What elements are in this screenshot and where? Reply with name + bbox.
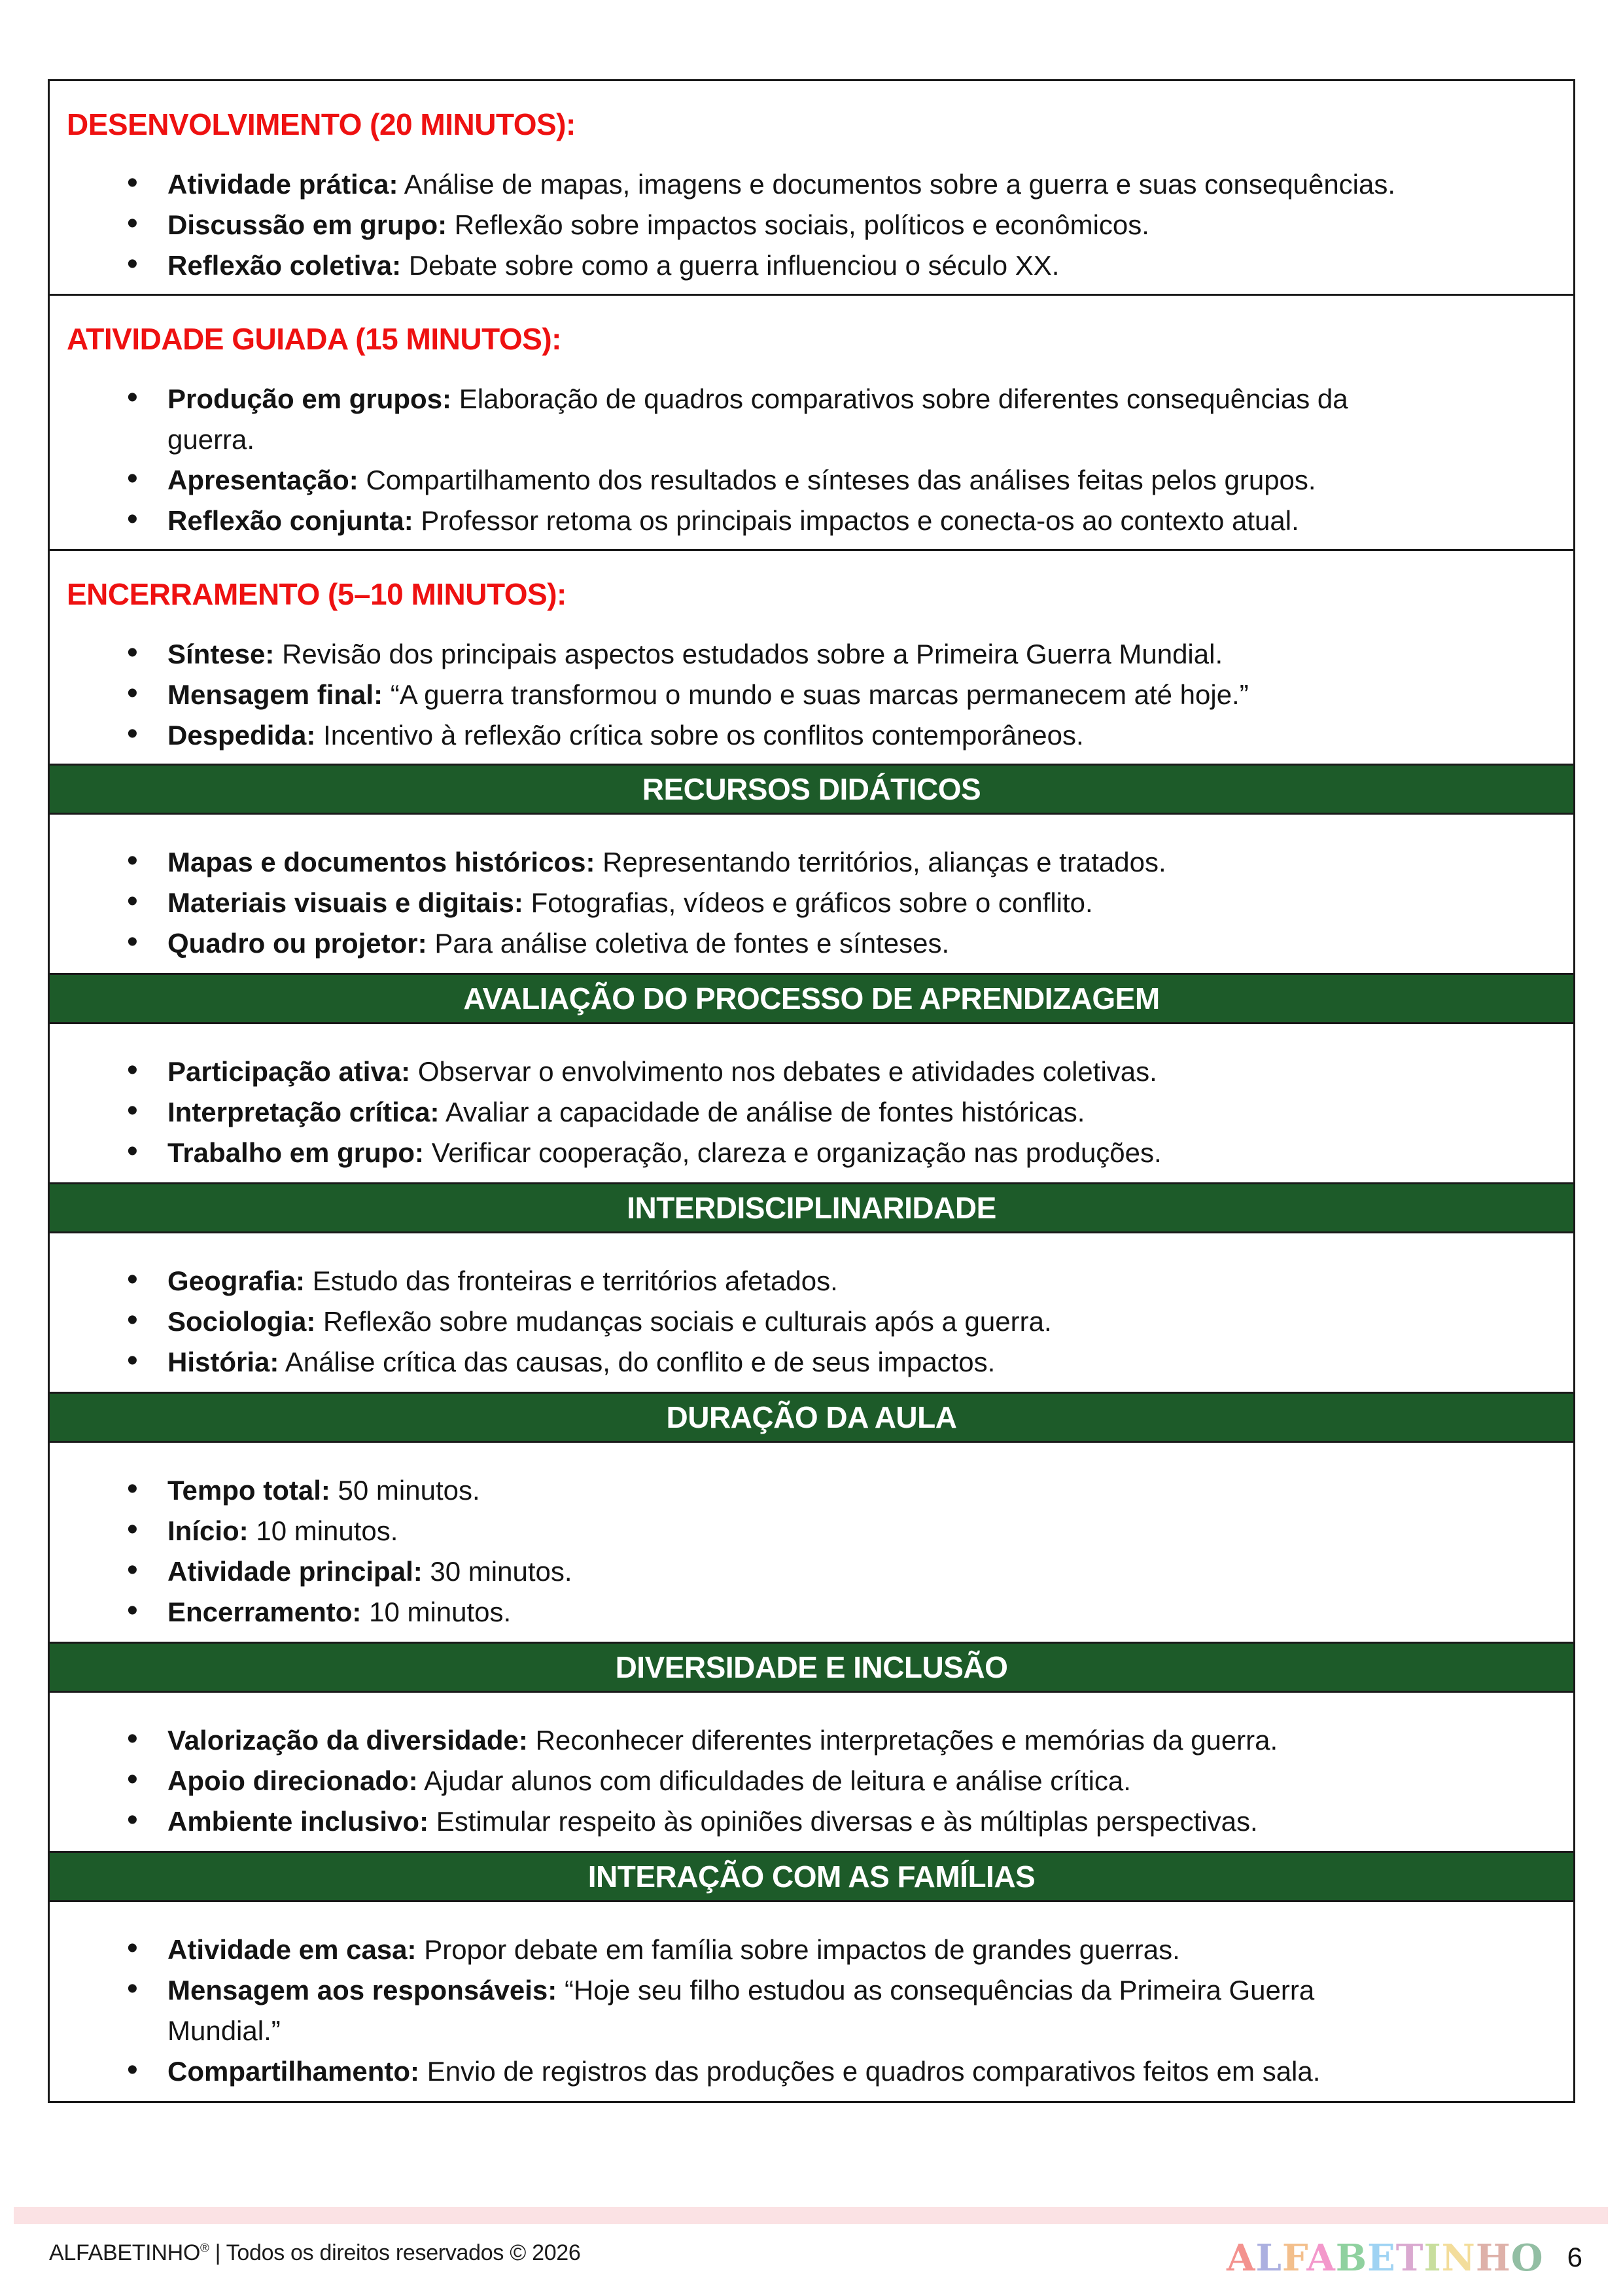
- footer-pink-divider-bar: [14, 2207, 1608, 2224]
- item-text-continuation: guerra.: [167, 423, 255, 455]
- list-item: [67, 1761, 1556, 1801]
- item-text: Incentivo à reflexão crítica sobre os conflitos contemporâneos.: [323, 719, 1084, 751]
- section-body: [50, 1233, 1573, 1392]
- list-item: [67, 1470, 1556, 1511]
- list-item: [67, 634, 1556, 675]
- item-text: Para análise coletiva de fontes e sínteses.: [434, 927, 950, 959]
- list-item: [67, 1970, 1556, 2051]
- list-item: [67, 1592, 1556, 1633]
- logo-letter: B: [1335, 2236, 1368, 2280]
- list-item: [67, 2051, 1556, 2092]
- item-label: Quadro ou projetor:: [167, 927, 427, 959]
- item-text: Representando territórios, alianças e tratados.: [602, 846, 1166, 877]
- item-text: 10 minutos.: [369, 1596, 512, 1627]
- list-item: [67, 1261, 1556, 1301]
- section-interdisciplinaridade: [50, 1182, 1573, 1392]
- banner-title: INTERDISCIPLINARIDADE: [627, 1190, 996, 1225]
- banner-title: DURAÇÃO DA AULA: [666, 1400, 957, 1434]
- item-label: Trabalho em grupo:: [167, 1137, 425, 1168]
- banner-title: DIVERSIDADE E INCLUSÃO: [615, 1650, 1008, 1684]
- registered-trademark-symbol: ®: [200, 2240, 209, 2255]
- list-item: [67, 205, 1556, 245]
- bullet-list: [67, 842, 1556, 964]
- list-item: [67, 1720, 1556, 1761]
- list-item: [67, 842, 1556, 883]
- logo-letter: H: [1475, 2236, 1511, 2280]
- green-banner-duracao: [50, 1392, 1573, 1443]
- green-banner-interdisciplinaridade: [50, 1182, 1573, 1233]
- item-label: Apoio direcionado:: [167, 1765, 418, 1796]
- list-item: [67, 245, 1556, 286]
- logo-letter: T: [1395, 2236, 1424, 2280]
- alfabetinho-logo: [1227, 2236, 1544, 2280]
- bullet-list: [67, 1261, 1556, 1383]
- item-text: Análise crítica das causas, do conflito e de seus impactos.: [285, 1346, 996, 1377]
- item-label: Valorização da diversidade:: [167, 1724, 528, 1756]
- item-label: Interpretação crítica:: [167, 1096, 440, 1127]
- list-item: [67, 164, 1556, 205]
- item-label: História:: [167, 1346, 279, 1377]
- list-item: [67, 1092, 1556, 1133]
- item-text: Compartilhamento dos resultados e sínteses das análises feitas pelos grupos.: [366, 464, 1316, 495]
- item-text: Avaliar a capacidade de análise de fontes históricas.: [445, 1096, 1085, 1127]
- item-text: 50 minutos.: [338, 1474, 480, 1506]
- section-interacao-familias: [50, 1851, 1573, 2101]
- list-item: [67, 379, 1556, 460]
- item-text: Professor retoma os principais impactos e conecta-os ao contexto atual.: [421, 504, 1299, 536]
- item-label: Reflexão conjunta:: [167, 504, 413, 536]
- item-text: Debate sobre como a guerra influenciou o século XX.: [408, 249, 1060, 281]
- green-banner-interacao: [50, 1851, 1573, 1902]
- item-text: 10 minutos.: [256, 1515, 398, 1546]
- section-body: [50, 1902, 1573, 2101]
- green-banner-recursos-didaticos: [50, 764, 1573, 815]
- section-title-desenvolvimento: DESENVOLVIMENTO (20 MINUTOS):: [67, 107, 576, 141]
- bullet-list: [67, 164, 1556, 286]
- item-text: Análise de mapas, imagens e documentos sobre a guerra e suas consequências.: [404, 168, 1396, 200]
- green-banner-diversidade: [50, 1642, 1573, 1693]
- item-label: Mensagem aos responsáveis:: [167, 1974, 557, 2005]
- logo-letter: N: [1441, 2236, 1476, 2280]
- banner-title: INTERAÇÃO COM AS FAMÍLIAS: [587, 1859, 1036, 1894]
- bullet-list: [67, 379, 1556, 541]
- item-label: Mensagem final:: [167, 679, 383, 710]
- item-text: Estudo das fronteiras e territórios afetados.: [312, 1265, 838, 1296]
- item-label: Despedida:: [167, 719, 316, 751]
- item-label: Discussão em grupo:: [167, 209, 447, 240]
- item-label: Encerramento:: [167, 1596, 362, 1627]
- logo-letter: A: [1306, 2236, 1336, 2280]
- item-text: Envio de registros das produções e quadros comparativos feitos em sala.: [427, 2055, 1321, 2087]
- item-text: Verificar cooperação, clareza e organização nas produções.: [431, 1137, 1162, 1168]
- item-label: Apresentação:: [167, 464, 358, 495]
- item-label: Atividade prática:: [167, 168, 398, 200]
- logo-letter: F: [1282, 2236, 1307, 2280]
- green-banner-avaliacao: [50, 973, 1573, 1024]
- list-item: [67, 883, 1556, 923]
- list-item: [67, 1051, 1556, 1092]
- item-label: Materiais visuais e digitais:: [167, 887, 523, 918]
- item-text: Ajudar alunos com dificuldades de leitura e análise crítica.: [424, 1765, 1131, 1796]
- item-text: “A guerra transformou o mundo e suas marcas permanecem até hoje.”: [390, 679, 1249, 710]
- section-desenvolvimento: [50, 81, 1573, 294]
- item-text: Fotografias, vídeos e gráficos sobre o conflito.: [531, 887, 1093, 918]
- item-label: Participação ativa:: [167, 1055, 411, 1087]
- section-recursos-didaticos: [50, 764, 1573, 973]
- item-text: Observar o envolvimento nos debates e atividades coletivas.: [417, 1055, 1157, 1087]
- list-item: [67, 1301, 1556, 1342]
- section-body: [50, 815, 1573, 973]
- section-duracao-da-aula: [50, 1392, 1573, 1642]
- list-item: [67, 1801, 1556, 1842]
- item-label: Atividade em casa:: [167, 1934, 417, 1965]
- list-item: [67, 1551, 1556, 1592]
- logo-letter: I: [1423, 2236, 1442, 2280]
- item-text: Reconhecer diferentes interpretações e memórias da guerra.: [535, 1724, 1278, 1756]
- banner-title: RECURSOS DIDÁTICOS: [642, 771, 981, 806]
- section-body: [50, 1024, 1573, 1182]
- list-item: [67, 675, 1556, 715]
- item-label: Ambiente inclusivo:: [167, 1805, 429, 1837]
- logo-letter: O: [1510, 2236, 1544, 2280]
- list-item: [67, 923, 1556, 964]
- bullet-list: [67, 634, 1556, 756]
- section-diversidade-inclusao: [50, 1642, 1573, 1851]
- item-label: Reflexão coletiva:: [167, 249, 402, 281]
- section-atividade-guiada: [50, 294, 1573, 549]
- list-item: [67, 1511, 1556, 1551]
- item-label: Mapas e documentos históricos:: [167, 846, 595, 877]
- logo-letter: L: [1255, 2236, 1282, 2280]
- footer-brand-name: ALFABETINHO: [49, 2240, 200, 2265]
- item-label: Geografia:: [167, 1265, 305, 1296]
- list-item: [67, 1930, 1556, 1970]
- logo-letter: E: [1367, 2236, 1396, 2280]
- item-label: Início:: [167, 1515, 249, 1546]
- list-item: [67, 715, 1556, 756]
- item-label: Sociologia:: [167, 1305, 316, 1337]
- item-text-continuation: Mundial.”: [167, 2015, 281, 2046]
- list-item: [67, 501, 1556, 541]
- item-text: Reflexão sobre impactos sociais, políticos e econômicos.: [454, 209, 1149, 240]
- bullet-list: [67, 1720, 1556, 1842]
- banner-title: AVALIAÇÃO DO PROCESSO DE APRENDIZAGEM: [463, 981, 1160, 1016]
- section-encerramento: [50, 549, 1573, 764]
- section-title-atividade-guiada: ATIVIDADE GUIADA (15 MINUTOS):: [67, 321, 561, 356]
- section-title-encerramento: ENCERRAMENTO (5–10 MINUTOS):: [67, 576, 567, 611]
- item-text: Reflexão sobre mudanças sociais e culturais após a guerra.: [323, 1305, 1052, 1337]
- lesson-plan-table: [48, 79, 1575, 2103]
- item-label: Síntese:: [167, 638, 275, 669]
- footer-copyright: [49, 2240, 581, 2266]
- item-text: Propor debate em família sobre impactos de grandes guerras.: [424, 1934, 1180, 1965]
- page-number: 6: [1567, 2242, 1582, 2272]
- list-item: [67, 460, 1556, 501]
- bullet-list: [67, 1930, 1556, 2092]
- item-text: Revisão dos principais aspectos estudados sobre a Primeira Guerra Mundial.: [282, 638, 1223, 669]
- item-label: Tempo total:: [167, 1474, 330, 1506]
- section-body: [50, 1693, 1573, 1851]
- item-label: Produção em grupos:: [167, 383, 452, 414]
- list-item: [67, 1133, 1556, 1173]
- item-text: “Hoje seu filho estudou as consequências da Primeira Guerra: [564, 1974, 1315, 2005]
- bullet-list: [67, 1470, 1556, 1633]
- footer-rights-text: | Todos os direitos reservados © 2026: [209, 2240, 581, 2265]
- item-label: Atividade principal:: [167, 1555, 423, 1587]
- item-label: Compartilhamento:: [167, 2055, 420, 2087]
- item-text: 30 minutos.: [430, 1555, 572, 1587]
- item-text: Elaboração de quadros comparativos sobre diferentes consequências da: [459, 383, 1348, 414]
- item-text: Estimular respeito às opiniões diversas e às múltiplas perspectivas.: [436, 1805, 1258, 1837]
- list-item: [67, 1342, 1556, 1383]
- bullet-list: [67, 1051, 1556, 1173]
- logo-letter: A: [1227, 2236, 1256, 2280]
- section-avaliacao: [50, 973, 1573, 1182]
- section-body: [50, 1443, 1573, 1642]
